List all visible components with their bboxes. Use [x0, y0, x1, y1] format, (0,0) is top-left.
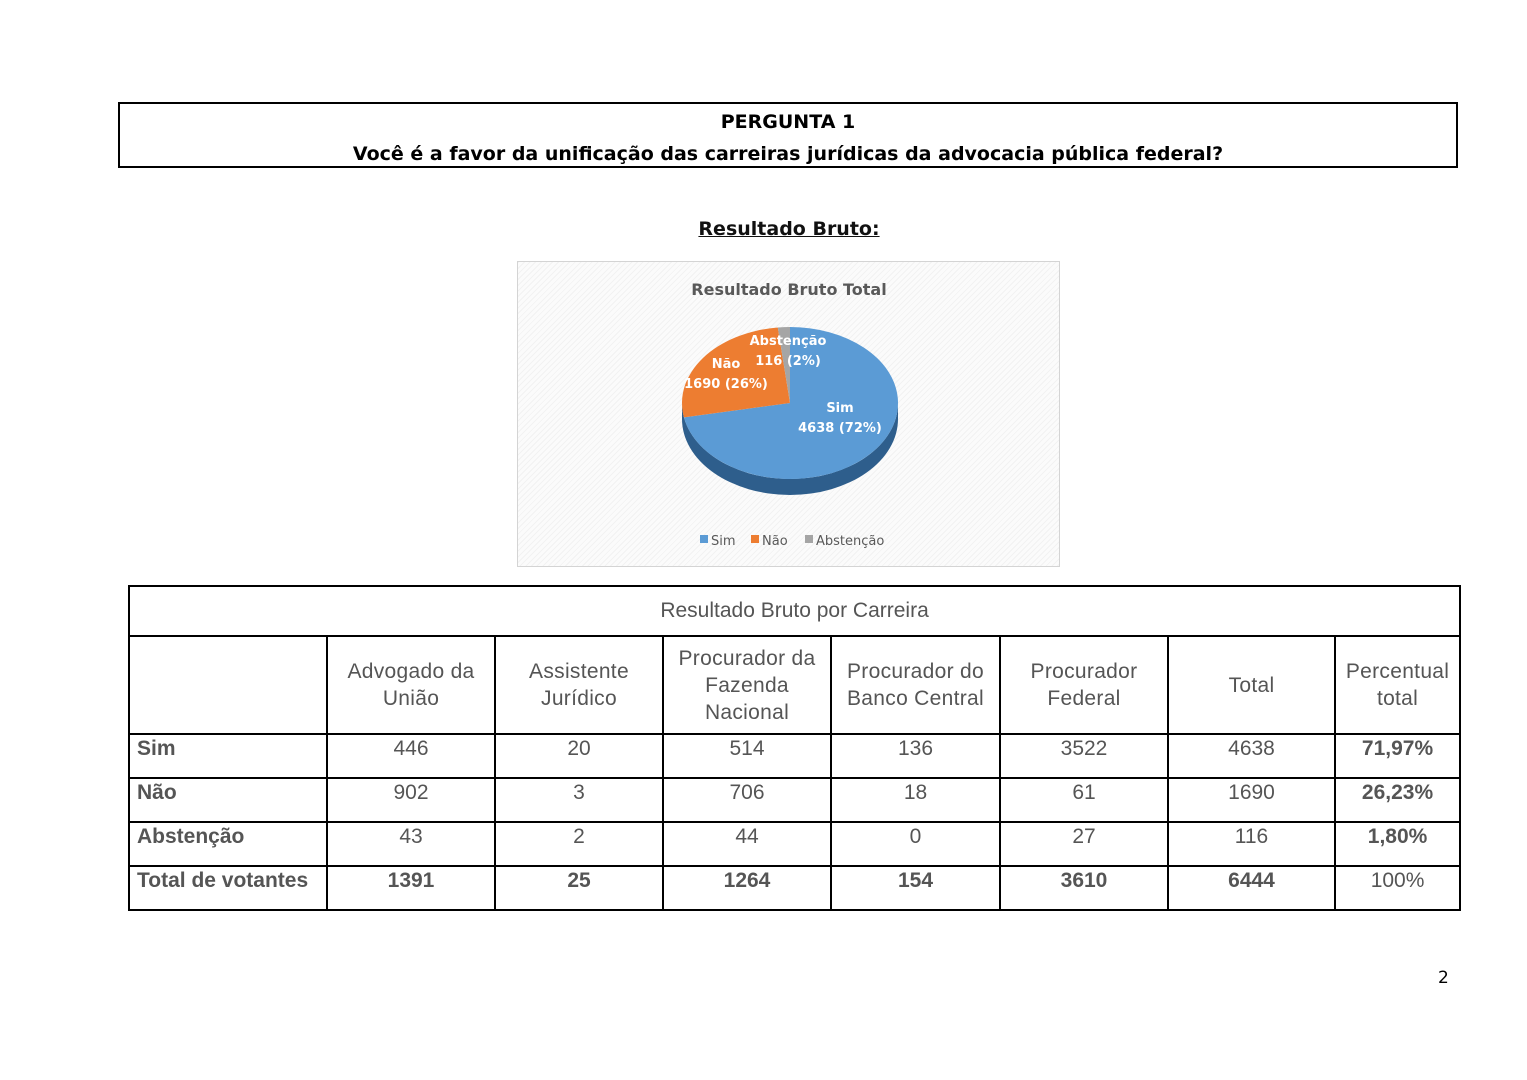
legend-swatch-sim — [700, 535, 708, 543]
label-sim-name: Sim — [826, 401, 854, 416]
question-text: Você é a favor da unificação das carreiras jurídicas da advocacia pública federal? — [352, 143, 1224, 165]
label-abstencao-value: 116 (2%) — [755, 354, 821, 369]
header-assistente-juridico: Assistente Jurídico — [495, 636, 663, 734]
table-row-sim — [129, 734, 1460, 778]
legend — [700, 534, 884, 549]
legend-label-nao: Não — [762, 534, 788, 549]
cell: 116 — [1168, 822, 1335, 866]
row-label: Não — [129, 778, 327, 822]
header-percentual-total: Percentual total — [1335, 636, 1460, 734]
cell: 902 — [327, 778, 495, 822]
cell: 0 — [831, 822, 1000, 866]
legend-label-abstencao: Abstenção — [816, 534, 885, 549]
page-number: 2 — [1438, 968, 1449, 988]
cell: 514 — [663, 734, 831, 778]
header-advogado-uniao: Advogado da União — [327, 636, 495, 734]
cell: 61 — [1000, 778, 1168, 822]
pie-chart-svg — [518, 262, 1061, 568]
row-label: Total de votantes — [129, 866, 327, 910]
table-header-row — [129, 636, 1460, 734]
cell: 4638 — [1168, 734, 1335, 778]
chart-title: Resultado Bruto Total — [691, 280, 887, 299]
question-box — [118, 102, 1458, 168]
cell: 136 — [831, 734, 1000, 778]
cell: 6444 — [1168, 866, 1335, 910]
cell: 25 — [495, 866, 663, 910]
header-empty — [129, 636, 327, 734]
row-label: Sim — [129, 734, 327, 778]
header-procurador-banco-central: Procurador do Banco Central — [831, 636, 1000, 734]
section-subtitle: Resultado Bruto: — [698, 218, 880, 240]
cell-percent: 71,97% — [1335, 734, 1460, 778]
pie-chart — [517, 261, 1060, 567]
header-procurador-fazenda: Procurador da Fazenda Nacional — [663, 636, 831, 734]
cell: 18 — [831, 778, 1000, 822]
label-abstencao-name: Abstenção — [749, 334, 827, 349]
label-sim-value: 4638 (72%) — [798, 421, 882, 436]
cell-percent: 100% — [1335, 866, 1460, 910]
cell: 3610 — [1000, 866, 1168, 910]
cell-percent: 26,23% — [1335, 778, 1460, 822]
cell: 446 — [327, 734, 495, 778]
cell: 44 — [663, 822, 831, 866]
cell-percent: 1,80% — [1335, 822, 1460, 866]
cell: 1391 — [327, 866, 495, 910]
table-caption: Resultado Bruto por Carreira — [129, 586, 1460, 636]
cell: 27 — [1000, 822, 1168, 866]
cell: 3 — [495, 778, 663, 822]
cell: 2 — [495, 822, 663, 866]
header-procurador-federal: Procurador Federal — [1000, 636, 1168, 734]
legend-swatch-nao — [751, 535, 759, 543]
label-nao-value: 1690 (26%) — [684, 377, 768, 392]
header-total: Total — [1168, 636, 1335, 734]
table-row-abstencao — [129, 822, 1460, 866]
cell: 706 — [663, 778, 831, 822]
cell: 43 — [327, 822, 495, 866]
table-row-total — [129, 866, 1460, 910]
results-table — [128, 585, 1461, 911]
cell: 154 — [831, 866, 1000, 910]
cell: 20 — [495, 734, 663, 778]
cell: 3522 — [1000, 734, 1168, 778]
legend-label-sim: Sim — [711, 534, 736, 549]
cell: 1264 — [663, 866, 831, 910]
question-title: PERGUNTA 1 — [720, 111, 856, 133]
cell: 1690 — [1168, 778, 1335, 822]
table-row-nao — [129, 778, 1460, 822]
row-label: Abstenção — [129, 822, 327, 866]
legend-swatch-abstencao — [805, 535, 813, 543]
label-nao-name: Não — [711, 357, 741, 372]
pie-slices — [682, 327, 898, 479]
